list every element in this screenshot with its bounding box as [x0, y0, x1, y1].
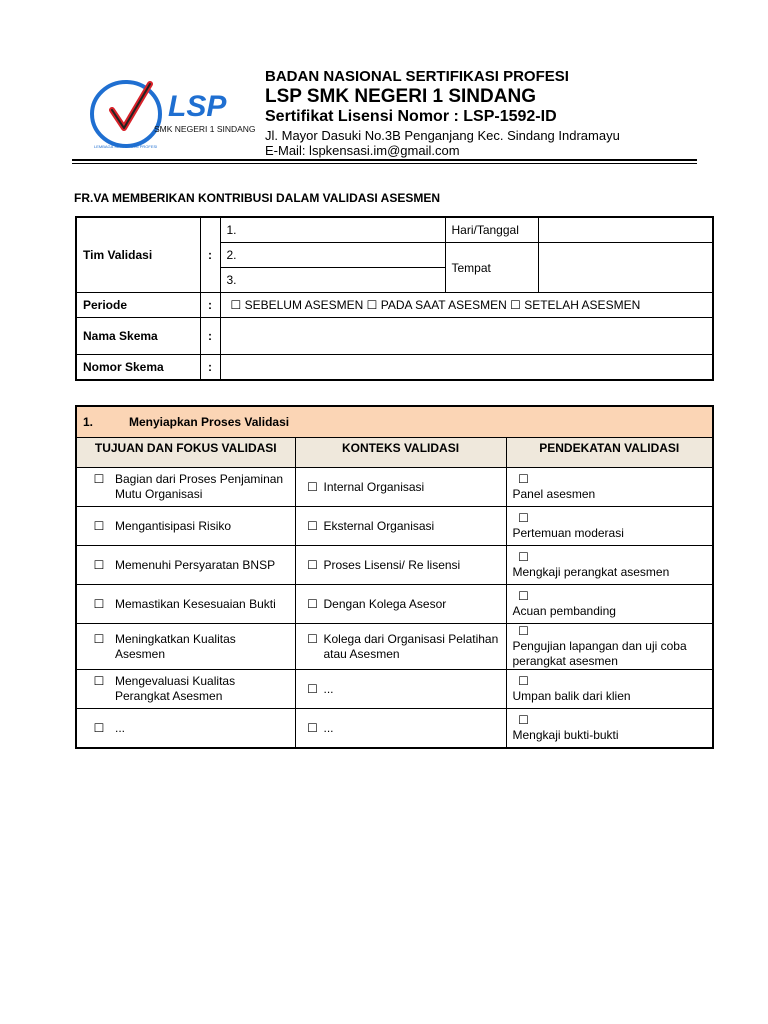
tujuan-label: Memenuhi Persyaratan BNSP — [115, 557, 276, 572]
tujuan-checkbox[interactable]: ☐ — [93, 557, 105, 572]
pendekatan-label: Panel asesmen — [512, 487, 596, 501]
tujuan-checkbox[interactable]: ☐ — [93, 472, 105, 486]
validation-row — [76, 585, 713, 624]
tujuan-label: Mengevaluasi Kualitas Perangkat Asesmen — [115, 674, 236, 703]
tujuan-cell — [76, 670, 295, 709]
lsp-logo — [88, 76, 256, 152]
colon: : — [200, 318, 220, 355]
konteks-cell — [295, 709, 506, 749]
konteks-label: Eksternal Organisasi — [323, 518, 435, 533]
tujuan-checkbox[interactable]: ☐ — [93, 631, 105, 646]
email[interactable]: E-Mail: lspkensasi.im@gmail.com — [265, 143, 460, 158]
nama-skema-field[interactable] — [220, 318, 713, 355]
colon: : — [200, 217, 220, 293]
pendekatan-label: Acuan pembanding — [512, 604, 616, 618]
nama-skema-row — [76, 318, 713, 355]
colon: : — [200, 355, 220, 381]
konteks-cell — [295, 585, 506, 624]
konteks-label: Dengan Kolega Asesor — [323, 596, 447, 611]
periode-row — [76, 293, 713, 318]
member-field-3[interactable]: 3. — [220, 268, 445, 293]
konteks-label: Proses Lisensi/ Re lisensi — [323, 557, 461, 572]
pendekatan-checkbox[interactable]: ☐ — [518, 713, 529, 727]
validation-row — [76, 546, 713, 585]
konteks-checkbox[interactable]: ☐ — [307, 557, 318, 572]
column-header-row — [76, 438, 713, 468]
nomor-skema-row — [76, 355, 713, 381]
hari-tanggal-field[interactable] — [538, 217, 713, 243]
license-number: Sertifikat Lisensi Nomor : LSP-1592-ID — [265, 108, 557, 125]
member-field-1[interactable]: 1. — [220, 217, 445, 243]
tujuan-cell — [76, 546, 295, 585]
konteks-checkbox[interactable]: ☐ — [307, 720, 318, 735]
tempat-field[interactable] — [538, 243, 713, 293]
konteks-label: Kolega dari Organisasi Pelatihan atau Asesmen — [323, 631, 499, 661]
pendekatan-cell — [506, 670, 713, 709]
validation-row — [76, 468, 713, 507]
pendekatan-label: Umpan balik dari klien — [512, 689, 631, 703]
konteks-label: ... — [323, 681, 334, 696]
hari-tanggal-label: Hari/Tanggal — [445, 217, 538, 243]
konteks-cell — [295, 670, 506, 709]
member-field-2[interactable]: 2. — [220, 243, 445, 268]
tujuan-checkbox[interactable]: ☐ — [93, 720, 105, 735]
logo-check — [112, 84, 150, 128]
validation-row — [76, 624, 713, 670]
validation-row — [76, 507, 713, 546]
address: Jl. Mayor Dasuki No.3B Penganjang Kec. Sindang Indramayu — [265, 128, 620, 143]
pendekatan-checkbox[interactable]: ☐ — [518, 674, 529, 688]
column-header-tujuan: TUJUAN DAN FOKUS VALIDASI — [76, 438, 295, 468]
konteks-checkbox[interactable]: ☐ — [307, 631, 318, 646]
pendekatan-cell — [506, 624, 713, 670]
pendekatan-checkbox[interactable]: ☐ — [518, 624, 529, 638]
pendekatan-label: Mengkaji bukti-bukti — [512, 728, 619, 742]
nomor-skema-label: Nomor Skema — [76, 355, 200, 381]
form-title: FR.VA MEMBERIKAN KONTRIBUSI DALAM VALIDASI ASESMEN — [74, 191, 440, 205]
colon: : — [200, 293, 220, 318]
tujuan-checkbox[interactable]: ☐ — [93, 674, 105, 688]
pendekatan-cell — [506, 709, 713, 749]
section-header-row — [76, 406, 713, 438]
org-name: BADAN NASIONAL SERTIFIKASI PROFESI — [265, 68, 569, 85]
lsp-name: LSP SMK NEGERI 1 SINDANG — [265, 86, 536, 107]
tim-row-1 — [76, 217, 713, 243]
section-title — [76, 406, 713, 438]
pendekatan-cell — [506, 468, 713, 507]
pendekatan-cell — [506, 585, 713, 624]
section-number: 1. — [83, 414, 94, 429]
pendekatan-label: Pengujian lapangan dan uji coba perangkat asesmen — [512, 639, 687, 668]
tujuan-checkbox[interactable]: ☐ — [93, 596, 105, 611]
info-table — [75, 216, 714, 381]
tujuan-label: Meningkatkan Kualitas Asesmen — [115, 631, 236, 661]
pendekatan-checkbox[interactable]: ☐ — [518, 472, 529, 486]
logo-ring — [92, 82, 160, 146]
konteks-cell — [295, 546, 506, 585]
konteks-cell — [295, 507, 506, 546]
tim-validasi-label: Tim Validasi — [76, 217, 200, 293]
pendekatan-checkbox[interactable]: ☐ — [518, 511, 529, 525]
header-rule-thin — [72, 163, 697, 164]
konteks-checkbox[interactable]: ☐ — [307, 596, 318, 611]
pendekatan-label: Mengkaji perangkat asesmen — [512, 565, 670, 579]
konteks-checkbox[interactable]: ☐ — [307, 479, 318, 494]
tujuan-cell — [76, 507, 295, 546]
nomor-skema-field[interactable] — [220, 355, 713, 381]
tujuan-label: Bagian dari Proses Penjaminan Mutu Organisasi — [115, 472, 284, 501]
validation-table — [75, 405, 714, 749]
column-header-pendekatan: PENDEKATAN VALIDASI — [506, 438, 713, 468]
tujuan-label: Memastikan Kesesuaian Bukti — [115, 596, 276, 611]
konteks-checkbox[interactable]: ☐ — [307, 681, 318, 696]
validation-row — [76, 709, 713, 749]
pendekatan-checkbox[interactable]: ☐ — [518, 589, 529, 603]
logo-subtext: SMK NEGERI 1 SINDANG — [154, 124, 256, 134]
pendekatan-checkbox[interactable]: ☐ — [518, 550, 529, 564]
konteks-label: ... — [323, 720, 334, 735]
pendekatan-label: Pertemuan moderasi — [512, 526, 624, 540]
konteks-cell — [295, 468, 506, 507]
validation-row — [76, 670, 713, 709]
header-rule-thick — [72, 159, 697, 161]
tujuan-cell — [76, 624, 295, 670]
logo-text: LSP — [168, 90, 227, 123]
konteks-label: Internal Organisasi — [323, 479, 425, 494]
tempat-label: Tempat — [445, 243, 538, 293]
tujuan-checkbox[interactable]: ☐ — [93, 518, 105, 533]
pendekatan-cell — [506, 507, 713, 546]
periode-options[interactable]: ☐ SEBELUM ASESMEN ☐ PADA SAAT ASESMEN ☐ SETELAH ASESMEN — [220, 293, 713, 318]
tujuan-cell — [76, 709, 295, 749]
periode-label: Periode — [76, 293, 200, 318]
tujuan-cell — [76, 468, 295, 507]
tujuan-label: Mengantisipasi Risiko — [115, 518, 232, 533]
tujuan-label: ... — [115, 720, 126, 735]
pendekatan-cell — [506, 546, 713, 585]
column-header-konteks: KONTEKS VALIDASI — [295, 438, 506, 468]
section-title-text: Menyiapkan Proses Validasi — [129, 414, 290, 429]
konteks-checkbox[interactable]: ☐ — [307, 518, 318, 533]
logo-arc-text: LEMBAGA SERTIFIKASI PROFESI — [94, 144, 158, 149]
konteks-cell — [295, 624, 506, 670]
tujuan-cell — [76, 585, 295, 624]
nama-skema-label: Nama Skema — [76, 318, 200, 355]
